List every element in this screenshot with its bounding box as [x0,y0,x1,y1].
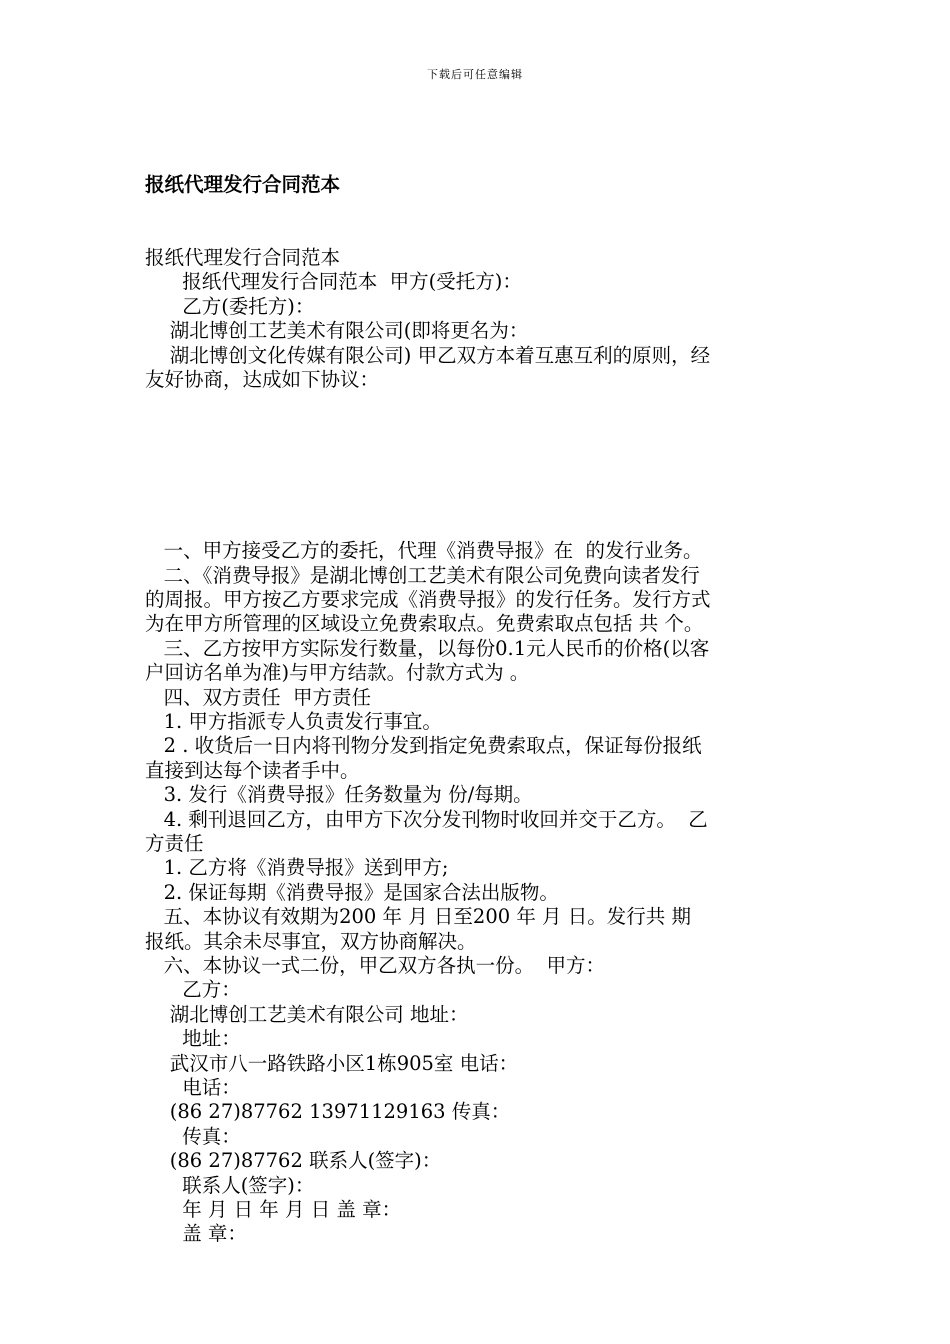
clause-line: 五、本协议有效期为200 年 月 日至200 年 月 日。发行共 期 [145,905,691,929]
intro-line: 报纸代理发行合同范本 [145,246,341,270]
contract-document [145,124,810,1271]
clause-line: 2 . 收货后一日内将刊物分发到指定免费索取点，保证每份报纸 [145,734,702,758]
clause-line: 乙方： [145,978,241,1002]
intro-line: 湖北博创文化传媒有限公司) 甲乙双方本着互惠互利的原则，经 [145,343,711,367]
clause-line: 联系人(签字)： [145,1173,315,1197]
document-title: 报纸代理发行合同范本 [145,172,341,196]
clause-line: 电话： [145,1076,241,1100]
clause-line: 湖北博创工艺美术有限公司 地址： [145,1002,469,1026]
clause-line: (86 27)87762 13971129163 传真： [145,1100,511,1124]
clause-line: 4. 剩刊退回乙方，由甲方下次分发刊物时收回并交于乙方。 乙 [145,807,708,831]
clause-line: (86 27)87762 联系人(签字)： [145,1149,442,1173]
intro-line: 湖北博创工艺美术有限公司(即将更名为： [145,319,529,343]
contract-body [145,539,810,1247]
clause-line: 四、双方责任 甲方责任 [145,685,372,709]
intro-line: 友好协商，达成如下协议： [145,368,380,392]
clause-line: 1. 乙方将《消费导报》送到甲方; [145,856,449,880]
clause-line: 户回访名单为准)与甲方结款。付款方式为 。 [145,661,530,685]
clause-line: 三、乙方按甲方实际发行数量，以每份0.1元人民币的价格(以客 [145,636,710,660]
clause-line: 六、本协议一式二份，甲乙双方各执一份。 甲方： [145,954,606,977]
clause-line: 二、《消费导报》是湖北博创工艺美术有限公司免费向读者发行 [145,563,700,587]
clause-line: 直接到达每个读者手中。 [145,758,360,782]
clause-line: 方责任 [145,831,204,855]
clause-line: 一、甲方接受乙方的委托，代理《消费导报》在 的发行业务。 [145,539,703,563]
clause-line: 2. 保证每期《消费导报》是国家合法出版物。 [145,880,559,904]
clause-line: 盖 章： [145,1222,247,1246]
paragraph-gap [145,441,810,490]
clause-line: 武汉市八一路铁路小区1栋905室 电话： [145,1051,519,1075]
clause-line: 3. 发行《消费导报》任务数量为 份/每期。 [145,783,533,807]
intro-line: 乙方(委托方)： [145,294,315,318]
clause-line: 为在甲方所管理的区域设立免费索取点。免费索取点包括 共 个。 [145,612,704,636]
clause-line: 年 月 日 年 月 日 盖 章： [145,1198,402,1222]
contract-intro [145,246,810,392]
intro-line: 报纸代理发行合同范本 甲方(受托方)： [145,270,522,294]
clause-line: 传真： [145,1124,241,1148]
clause-line: 地址： [145,1027,241,1051]
clause-line: 报纸。其余未尽事宜，双方协商解决。 [145,929,477,953]
clause-line: 1. 甲方指派专人负责发行事宜。 [145,709,442,733]
clause-line: 的周报。甲方按乙方要求完成《消费导报》的发行任务。发行方式 [145,587,711,611]
header-note: 下载后可任意编辑 [427,68,523,81]
